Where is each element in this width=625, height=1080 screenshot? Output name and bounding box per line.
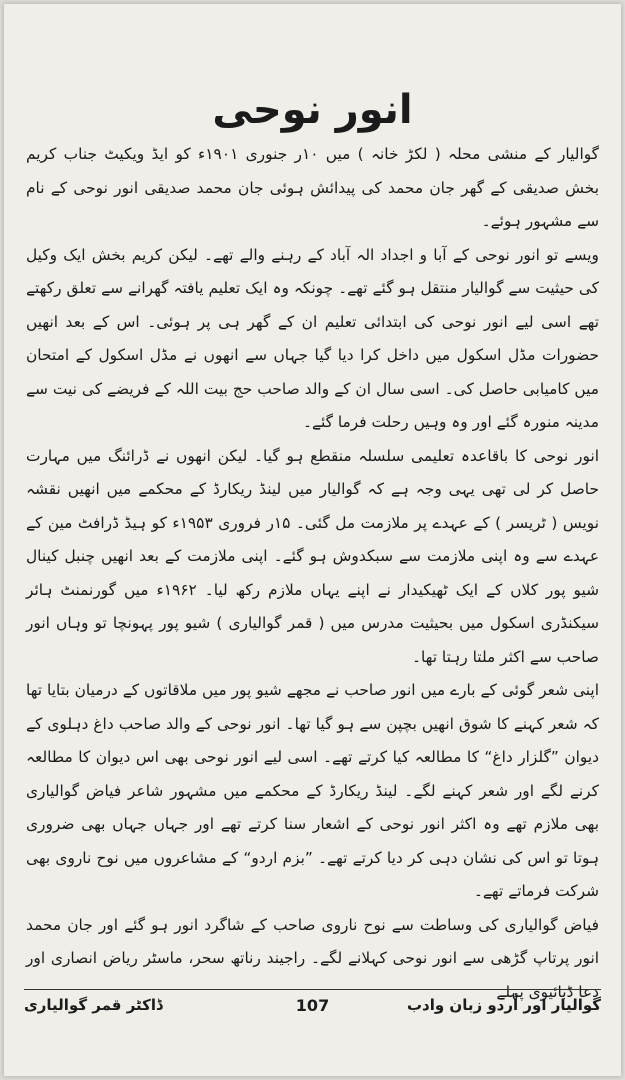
- footer-divider: [24, 989, 601, 990]
- paragraph-4: اپنی شعر گوئی کے بارے میں انور صاحب نے مجھے شیو پور میں ملاقاتوں کے درمیان بتایا تھا کہ شعر کہنے کا شوق انھیں بچپن سے ہو گیا تھا۔ انور نوحی کے والد صاحب داغ دہلوی کے دیوان ”گلزار داغ“ کا مطالعہ کیا کرتے تھے۔ اسی لیے انور نوحی بھی اس دیوان کا مطالعہ کرنے لگے اور شعر کہنے لگے۔ لینڈ ریکارڈ کے محکمے میں مشہور شاعر فیاض گوالیاری بھی ملازم تھے وہ اکثر انور نوحی کے اشعار سنا کرتے تھے اور جہاں جہاں بھی ضروری ہوتا تو اس کی نشان دہی کر دیا کرتے تھے۔ ”بزم اردو“ کے مشاعروں میں نوح ناروی بھی شرکت فرماتے تھے۔: [26, 681, 599, 900]
- page-number: 107: [295, 996, 330, 1015]
- paragraph-1: گوالیار کے منشی محلہ ( لکڑ خانہ ) میں ۱۰ر جنوری ۱۹۰۱ء کو ایڈ ویکیٹ جناب کریم بخش صدیقی کے گھر جان محمد کی پیدائش ہوئی جان محمد صدیقی انور نوحی کے نام سے مشہور ہوئے۔: [26, 145, 599, 230]
- page-footer: [24, 994, 601, 1024]
- paragraph-5: فیاض گوالیاری کی وساطت سے نوح ناروی صاحب کے شاگرد انور ہو گئے اور جان محمد انور پرتاپ گڑھی سے انور نوحی کہلانے لگے۔ راجیند رناتھ سحر، ماسٹر ریاض انصاری اور دعا ڈبائیوی پہلے: [26, 915, 599, 1001]
- footer-book-title: گوالیار اور اُردو زبان وادب: [406, 996, 601, 1014]
- chapter-title: انور نوحی: [212, 87, 413, 133]
- paragraph-2: ویسے تو انور نوحی کے آبا و اجداد الہ آباد کے رہنے والے تھے۔ لیکن کریم بخش ایک وکیل کی حیثیت سے گوالیار منتقل ہو گئے تھے۔ چونکہ وہ ایک تعلیم یافتہ گھرانے سے تعلق رکھتے تھے اسی لیے انور نوحی کی ابتدائی تعلیم ان کے گھر ہی پر ہوئی۔ اس کے بعد انھیں حضورات مڈل اسکول میں داخل کرا دیا گیا جہاں سے انھوں نے مڈل اسکول کے امتحان میں کامیابی حاصل کی۔ اسی سال ان کے والد صاحب حج بیت اللہ کے فریضے کی نیت سے مدینہ منورہ گئے اور وہ وہیں رحلت فرما گئے۔: [26, 245, 599, 431]
- footer-author: ڈاکٹر قمر گوالیاری: [24, 996, 163, 1014]
- body-text: [26, 138, 599, 1009]
- paragraph-3: انور نوحی کا باقاعدہ تعلیمی سلسلہ منقطع ہو گیا۔ لیکن انھوں نے ڈرائنگ میں مہارت حاصل کر لی تھی یہی وجہ ہے کہ گوالیار میں لینڈ ریکارڈ کے محکمے میں انھیں نقشہ نویس ( ٹریسر ) کے عہدے پر ملازمت مل گئی۔ ۱۵ر فروری ۱۹۵۳ء کو ہیڈ ڈرافٹ مین کے عہدے سے وہ اپنی ملازمت سے سبکدوش ہو گئے۔ اپنی ملازمت کے بعد انھیں چنبل کینال شیو پور کلاں کے ایک ٹھیکیدار نے اپنے یہاں ملازم رکھ لیا۔ ۱۹۶۲ء میں گورنمنٹ ہائر سیکنڈری اسکول میں بحیثیت مدرس میں ( قمر گوالیاری ) شیو پور پہونچا تو وہاں انور صاحب سے اکثر ملتا رہتا تھا۔: [26, 446, 599, 666]
- book-page: [4, 4, 621, 1076]
